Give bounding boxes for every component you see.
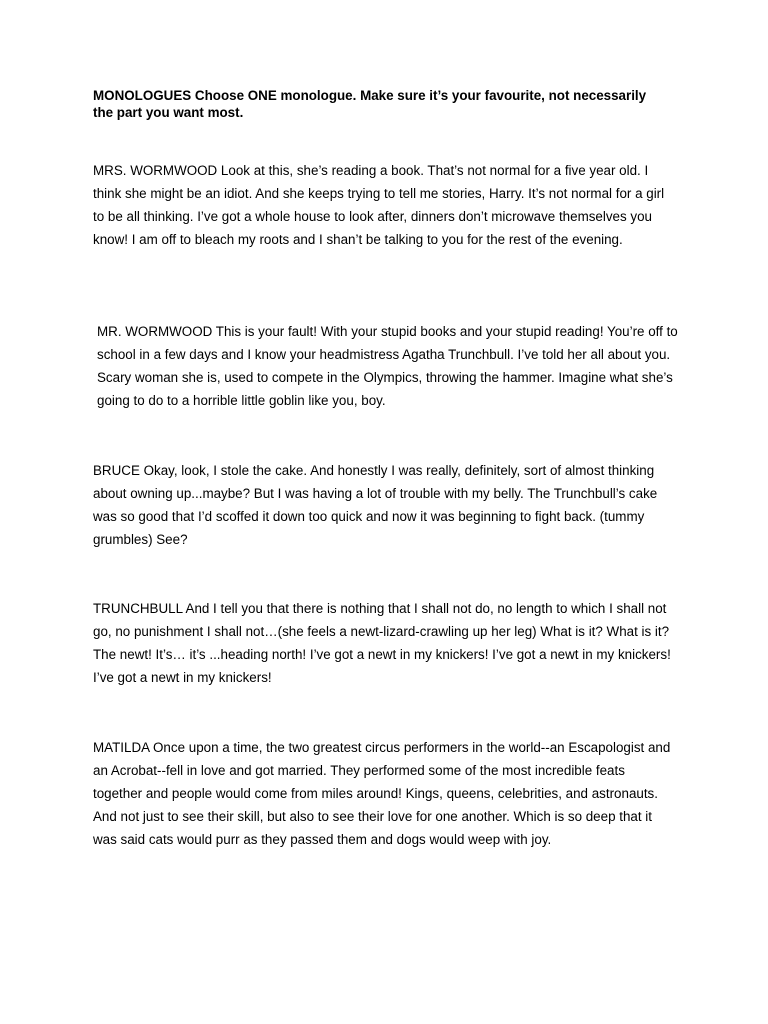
monologue-bruce: BRUCE Okay, look, I stole the cake. And honestly I was really, definitely, sort of almost thinking about owning up...maybe? But I was having a lot of trouble with my belly. The Trunchbull’s cake was so good that I’d scoffed it down too quick and now it was beginning to fight back. (tummy grumbles) See?	[93, 463, 658, 548]
monologue-trunchbull: TRUNCHBULL And I tell you that there is nothing that I shall not do, no length to which I shall not go, no punishment I shall not…(she feels a newt-lizard-crawling up her leg) What is it? What is it? The newt! It’s… it’s ...heading north! I’ve got a newt in my knickers! I’ve got a newt in my knickers! I’ve got a newt in my knickers!	[93, 601, 671, 686]
monologue-mr-wormwood: MR. WORMWOOD This is your fault! With your stupid books and your stupid reading! You’re off to school in a few days and I know your headmistress Agatha Trunchbull. I’ve told her all about you. Scary woman she is, used to compete in the Olympics, throwing the hammer. Imagine what she’s going to do to a horrible little goblin like you, boy.	[97, 324, 678, 409]
document-heading: MONOLOGUES Choose ONE monologue. Make sure it’s your favourite, not necessarily the part you want most.	[93, 88, 647, 120]
monologue-mrs-wormwood: MRS. WORMWOOD Look at this, she’s reading a book. That’s not normal for a five year old. I think she might be an idiot. And she keeps trying to tell me stories, Harry. It’s not normal for a girl to be all thinking. I’ve got a whole house to look after, dinners don’t microwave themselves you know! I am off to bleach my roots and I shan’t be talking to you for the rest of the evening.	[93, 163, 665, 248]
monologue-matilda: MATILDA Once upon a time, the two greatest circus performers in the world--an Escapologist and an Acrobat--fell in love and got married. They performed some of the most incredible feats together and people would come from miles around! Kings, queens, celebrities, and astronauts. And not just to see their skill, but also to see their love for one another. Which is so deep that it was said cats would purr as they passed them and dogs would weep with joy.	[93, 740, 671, 848]
